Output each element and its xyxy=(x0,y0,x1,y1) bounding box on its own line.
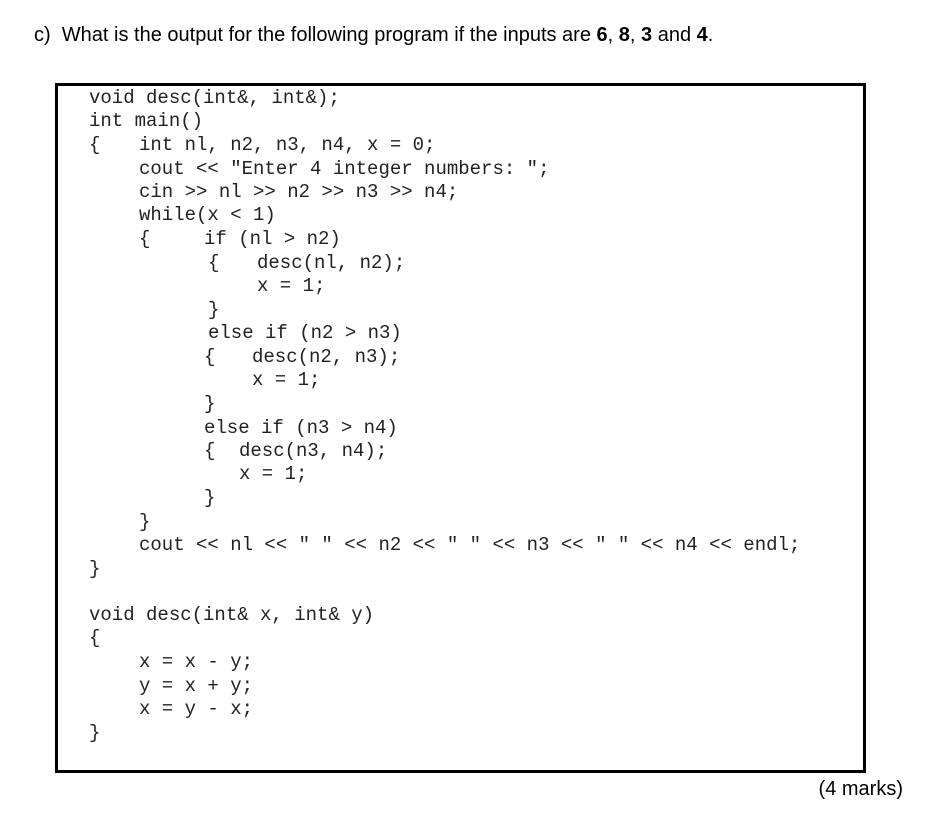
question-label: c) xyxy=(34,24,51,46)
code-line: { xyxy=(208,252,220,274)
question-text: c) What is the output for the following program if the inputs are 6, 8, 3 and 4. xyxy=(34,24,714,46)
code-line: } xyxy=(208,299,220,321)
code-line: } xyxy=(204,487,216,509)
code-line: void desc(int&, int&); xyxy=(89,87,340,109)
code-line: } xyxy=(139,511,151,533)
question-prompt: What is the output for the following program if the inputs are xyxy=(61,24,591,46)
code-line: desc(n3, n4); xyxy=(239,440,388,462)
code-line: { xyxy=(89,134,101,156)
input-value-1: 6 xyxy=(596,24,608,46)
code-line: { xyxy=(204,346,216,368)
code-line: } xyxy=(204,393,216,415)
code-line: x = 1; xyxy=(252,369,321,391)
code-line: x = x - y; xyxy=(139,651,254,673)
code-line: int nl, n2, n3, n4, x = 0; xyxy=(139,134,436,156)
input-value-2: 8 xyxy=(618,24,630,46)
code-line: desc(n2, n3); xyxy=(252,346,401,368)
code-line: if (nl > n2) xyxy=(204,228,341,250)
code-line: else if (n3 > n4) xyxy=(204,417,398,439)
code-line: x = y - x; xyxy=(139,698,254,720)
code-line: x = 1; xyxy=(257,275,326,297)
code-line: else if (n2 > n3) xyxy=(208,322,402,344)
code-line: y = x + y; xyxy=(139,675,254,697)
code-line: cout << "Enter 4 integer numbers: "; xyxy=(139,158,550,180)
code-line: } xyxy=(89,558,101,580)
marks-label: (4 marks) xyxy=(818,778,903,800)
code-line: cin >> nl >> n2 >> n3 >> n4; xyxy=(139,181,459,203)
code-line: { xyxy=(139,228,151,250)
code-line: x = 1; xyxy=(239,463,308,485)
code-line: while(x < 1) xyxy=(139,204,276,226)
input-value-3: 3 xyxy=(641,24,653,46)
input-value-4: 4 xyxy=(696,24,708,46)
code-line: void desc(int& x, int& y) xyxy=(89,604,375,626)
code-line: desc(nl, n2); xyxy=(257,252,406,274)
code-line: { xyxy=(204,440,216,462)
code-line: int main() xyxy=(89,110,204,132)
code-listing-box xyxy=(55,83,866,773)
code-line: cout << nl << " " << n2 << " " << n3 << " " << n4 << endl; xyxy=(139,534,801,556)
code-line: } xyxy=(89,722,101,744)
code-line: { xyxy=(89,627,101,649)
